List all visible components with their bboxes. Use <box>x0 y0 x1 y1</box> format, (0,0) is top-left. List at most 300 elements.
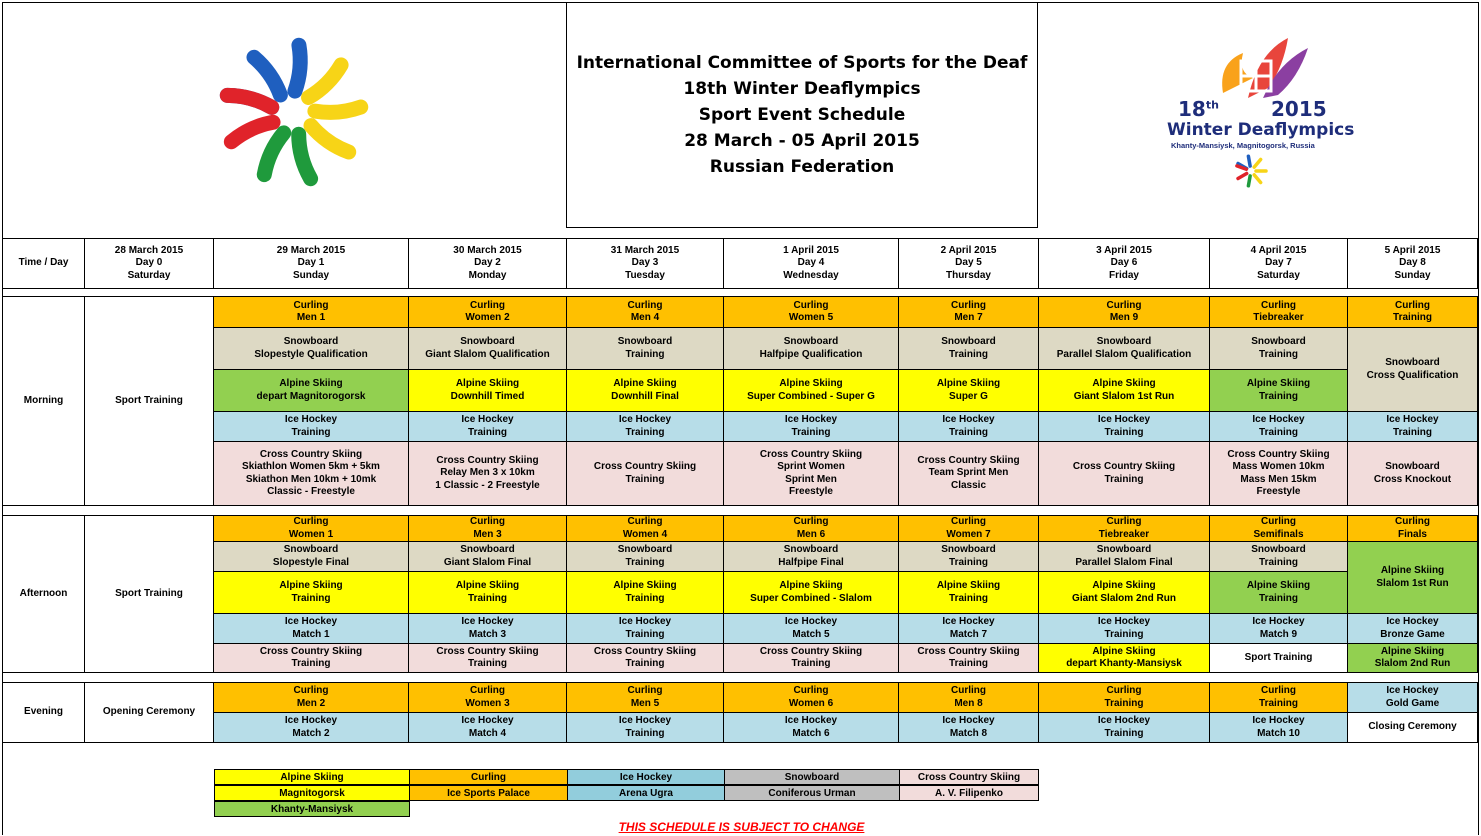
cell-line: Freestyle <box>1256 486 1301 497</box>
cell-line: Giant Slalom 2nd Run <box>1072 592 1176 604</box>
cell-line: Training <box>1393 312 1432 323</box>
cell-line: Alpine Skiing <box>779 580 843 591</box>
alpine-skiing-cell <box>1039 644 1210 673</box>
cell-line: Snowboard <box>1251 336 1306 347</box>
day-header-l1: 31 March 2015 <box>610 244 680 256</box>
curling-cell <box>567 683 724 713</box>
cell-line: Ice Hockey <box>1097 414 1151 425</box>
cell-line: Training <box>1259 697 1298 709</box>
cell-line: Cross Country Skiing <box>593 461 697 472</box>
cell-line: Women 6 <box>788 697 834 709</box>
cell-line: Curling <box>293 299 329 311</box>
cell-line: Snowboard <box>1096 336 1152 347</box>
cell-line: Men 4 <box>630 312 660 323</box>
cell-line: Ice Hockey <box>1252 616 1305 627</box>
cell-line: depart Khanty-Mansiysk <box>1066 658 1182 669</box>
cell-line: Team Sprint Men <box>928 467 1009 479</box>
event-locations: Khanty-Mansiysk, Magnitogorsk, Russia <box>1171 141 1315 150</box>
ice-hockey-cell <box>214 614 409 644</box>
cell-line: Mass Men 15km <box>1240 473 1317 485</box>
cell-line: Ice Hockey <box>1252 715 1305 726</box>
curling-cell <box>409 297 567 328</box>
cell-line: Classic - Freestyle <box>267 486 355 497</box>
ice-hockey-cell <box>1210 412 1348 442</box>
cell-line: Training <box>468 592 507 604</box>
cell-line: Cross Country Skiing <box>917 454 1020 466</box>
cell-line: Alpine Skiing <box>279 580 343 591</box>
cell-line: Cross Qualification <box>1366 369 1459 381</box>
ice-hockey-cell <box>1210 614 1348 644</box>
cell-line: Snowboard <box>460 336 515 347</box>
cross-country-skiing-cell <box>409 644 567 673</box>
legend-alpine-venue-2: Khanty-Mansiysk <box>214 801 410 817</box>
cell-line: Curling <box>1395 516 1430 527</box>
day-header-l2: Day 5 <box>955 257 982 269</box>
ice-hockey-cell <box>899 614 1039 644</box>
cell-line: Alpine Skiing <box>779 378 843 389</box>
cell-line: Snowboard <box>783 336 839 347</box>
cell-line: Parallel Slalom Qualification <box>1056 348 1192 360</box>
cell-line: Alpine Skiing <box>1092 580 1156 591</box>
snowboard-cell <box>1210 328 1348 370</box>
cell-line: Snowboard <box>283 544 339 555</box>
ice-hockey-cell <box>1348 614 1478 644</box>
cell-line: Training <box>1104 473 1144 485</box>
cell-line: Semifinals <box>1253 528 1304 540</box>
day-header-l3: Saturday <box>127 269 171 281</box>
cell-line: Training <box>949 348 988 360</box>
cell-line: Cross Country Skiing <box>759 448 863 460</box>
alpine-skiing-cell <box>724 370 899 412</box>
cell-line: Super G <box>949 390 988 402</box>
day-header <box>1210 239 1348 289</box>
ice-hockey-cell <box>409 412 567 442</box>
cell-line: Curling <box>793 516 829 527</box>
cell-line: Men 1 <box>296 312 326 323</box>
cell-line: Alpine Skiing <box>455 378 520 389</box>
cell-line: Training <box>468 658 507 669</box>
cell-line: Training <box>1104 628 1144 640</box>
ice-hockey-cell <box>899 412 1039 442</box>
cell-line: Snowboard <box>1096 544 1152 555</box>
snowboard-cell <box>1210 542 1348 572</box>
cell-line: Slalom 1st Run <box>1376 577 1449 589</box>
cell-line: Cross Country Skiing <box>759 645 863 657</box>
curling-cell <box>214 297 409 328</box>
ice-hockey-cell <box>409 614 567 644</box>
ice-hockey-cell <box>214 713 409 743</box>
row-separator <box>3 506 1478 516</box>
cell-line: Cross Country Skiing <box>593 645 697 657</box>
day-header-l1: 28 March 2015 <box>114 244 184 256</box>
cell-line: Snowboard <box>783 544 839 555</box>
ice-hockey-cell <box>409 713 567 743</box>
snowboard-cell <box>1348 328 1478 412</box>
cell-line: Ice Hockey <box>284 616 338 627</box>
alpine-skiing-cell <box>409 572 567 614</box>
cell-line: Training <box>291 658 331 669</box>
cell-line: Ice Hockey <box>461 414 514 425</box>
alpine-skiing-cell <box>1210 572 1348 614</box>
day-header-l2: Day 2 <box>474 257 501 269</box>
cell-line: Snowboard <box>941 336 996 347</box>
cell-line: Curling <box>470 685 505 696</box>
deaflympics-logo <box>1153 33 1363 198</box>
cell-line: Alpine Skiing <box>1380 645 1445 657</box>
legend-xc-sport: Cross Country Skiing <box>899 769 1039 785</box>
cell-line: Closing Ceremony <box>1368 721 1457 733</box>
cell-line: Training <box>625 592 665 604</box>
curling-cell <box>724 683 899 713</box>
cross-country-skiing-cell <box>899 644 1039 673</box>
cell-line: Ice Hockey <box>461 715 514 726</box>
legend-snowboard-sport: Snowboard <box>724 769 900 785</box>
cell-line: Curling <box>1106 299 1142 311</box>
cell-line: Training <box>625 348 665 360</box>
alpine-skiing-cell <box>1348 644 1478 673</box>
snowboard-cell <box>899 328 1039 370</box>
alpine-skiing-cell <box>567 370 724 412</box>
alpine-skiing-cell <box>899 370 1039 412</box>
cell-line: Ice Hockey <box>284 715 338 726</box>
cell-line: Ice Hockey <box>1386 616 1439 627</box>
cell-line: Training <box>625 628 665 640</box>
snowboard-cell <box>409 328 567 370</box>
ice-hockey-cell <box>1039 614 1210 644</box>
cell-line: Curling <box>1261 299 1296 311</box>
cell-line: Ice Hockey <box>1097 715 1151 726</box>
cell-line: Alpine Skiing <box>613 580 677 591</box>
day-header-l3: Sunday <box>1394 269 1431 281</box>
curling-cell <box>1210 683 1348 713</box>
alpine-skiing-cell <box>899 572 1039 614</box>
cell-line: Ice Hockey <box>1252 414 1305 425</box>
edition-year: 2015 <box>1271 97 1327 121</box>
cell-line: Slopestyle Final <box>272 556 350 568</box>
cross-country-skiing-cell <box>1348 442 1478 506</box>
cell-line: Downhill Final <box>611 390 679 402</box>
curling-cell <box>567 297 724 328</box>
cell-line: Match 5 <box>792 628 830 640</box>
cell-line: Cross Country Skiing <box>436 454 539 466</box>
curling-cell <box>899 297 1039 328</box>
day-header-l1: 4 April 2015 <box>1250 244 1307 256</box>
cell-line: Downhill Timed <box>450 390 525 402</box>
ice-hockey-cell <box>1039 412 1210 442</box>
period-label: Evening <box>24 706 63 718</box>
legend-alpine-sport: Alpine Skiing <box>214 769 410 785</box>
curling-cell <box>899 683 1039 713</box>
day-header-l3: Monday <box>468 269 507 281</box>
ice-hockey-cell <box>724 614 899 644</box>
curling-cell <box>214 516 409 542</box>
day-header <box>724 239 899 289</box>
cell-line: Training <box>1104 727 1144 739</box>
period-label: Afternoon <box>19 587 68 599</box>
cell-line: Classic <box>950 479 987 491</box>
day0-afternoon <box>85 516 214 673</box>
cell-line: Training <box>625 556 665 568</box>
curling-cell <box>1210 297 1348 328</box>
alpine-skiing-cell <box>567 572 724 614</box>
day-header-l1: Time / Day <box>18 257 69 269</box>
event-name: Winter Deaflympics <box>1167 120 1355 140</box>
cell-line: Curling <box>627 685 663 696</box>
cell-line: Match 10 <box>1257 727 1300 739</box>
cell-line: Halfpipe Qualification <box>759 348 863 360</box>
cross-country-skiing-cell <box>214 442 409 506</box>
cell-line: Men 9 <box>1109 312 1139 323</box>
cell-line: Women 5 <box>788 312 834 323</box>
cell-line: Alpine Skiing <box>936 378 1001 389</box>
cell-line: Training <box>949 592 988 604</box>
day-header-l1: 3 April 2015 <box>1096 244 1152 256</box>
day-header-l2: Day 3 <box>631 257 659 269</box>
snowboard-cell <box>567 542 724 572</box>
cell-line: Curling <box>1261 685 1296 696</box>
cross-country-skiing-cell <box>214 644 409 673</box>
cross-country-skiing-cell <box>409 442 567 506</box>
cell-line: Training <box>949 658 988 669</box>
icsd-logo-icon <box>203 33 383 193</box>
cell-line: 1 Classic - 2 Freestyle <box>435 479 540 491</box>
day-header <box>214 239 409 289</box>
cell-line: Giant Slalom 1st Run <box>1073 390 1175 402</box>
cell-line: Women 3 <box>465 697 510 709</box>
period-label: Morning <box>23 394 64 406</box>
cell-line: Alpine Skiing <box>455 580 520 591</box>
curling-cell <box>1348 297 1478 328</box>
cell-line: Curling <box>470 516 505 527</box>
cell-line: Skiathon Men 10km + 10mk <box>245 473 377 485</box>
day-header-l2: Day 6 <box>1110 257 1138 269</box>
schedule-change-notice: THIS SCHEDULE IS SUBJECT TO CHANGE <box>618 820 865 834</box>
event-cell <box>1348 713 1478 743</box>
cell-line: Snowboard <box>617 336 673 347</box>
legend-curling-venue: Ice Sports Palace <box>409 785 568 801</box>
cell-line: Curling <box>951 685 986 696</box>
ice-hockey-cell <box>1210 713 1348 743</box>
cell-line: Ice Hockey <box>942 616 995 627</box>
cell-line: Snowboard <box>1251 544 1306 555</box>
legend-xc-venue: A. V. Filipenko <box>899 785 1039 801</box>
day-header <box>1348 239 1478 289</box>
cell-line: Ice Hockey <box>618 414 672 425</box>
cell-line: Curling <box>1106 685 1142 696</box>
cell-line: Ice Hockey <box>784 414 838 425</box>
alpine-skiing-cell <box>214 572 409 614</box>
cell-line: Tiebreaker <box>1253 312 1304 323</box>
day-header-l3: Sunday <box>292 269 330 281</box>
cell-line: Snowboard <box>617 544 673 555</box>
day-header-l1: 29 March 2015 <box>276 244 346 256</box>
cell-line: Training <box>1259 426 1298 438</box>
alpine-skiing-cell <box>409 370 567 412</box>
day-header <box>85 239 214 289</box>
cell-line: Ice Hockey <box>1386 685 1439 696</box>
cell-line: Skiathlon Women 5km + 5km <box>242 461 380 472</box>
legend-hockey-sport: Ice Hockey <box>567 769 725 785</box>
cell-line: Snowboard <box>283 336 339 347</box>
schedule-header <box>2 2 1479 238</box>
alpine-skiing-cell <box>1348 542 1478 614</box>
curling-cell <box>1039 297 1210 328</box>
cell-line: Training <box>291 426 331 438</box>
cell-line: Curling <box>951 299 986 311</box>
day0-label: Sport Training <box>115 394 183 406</box>
alpine-skiing-cell <box>1039 572 1210 614</box>
cell-line: Training <box>949 556 988 568</box>
day-header-l2: Day 0 <box>135 257 163 269</box>
cell-line: Sport Training <box>1244 651 1313 663</box>
legend-curling-sport: Curling <box>409 769 568 785</box>
ice-hockey-cell <box>724 713 899 743</box>
cell-line: Training <box>468 426 507 438</box>
ice-hockey-cell <box>1348 683 1478 713</box>
cell-line: Freestyle <box>789 486 833 497</box>
day-header <box>1039 239 1210 289</box>
cell-line: Snowboard <box>1385 357 1440 368</box>
cell-line: Men 8 <box>954 697 983 709</box>
cell-line: Training <box>291 592 331 604</box>
day-header-l1: 30 March 2015 <box>453 244 522 256</box>
cell-line: Alpine Skiing <box>1092 645 1156 657</box>
cell-line: Training <box>791 658 831 669</box>
time-day-header <box>3 239 85 289</box>
title-line-3: Sport Event Schedule <box>698 105 906 125</box>
cell-line: Tiebreaker <box>1098 528 1150 540</box>
cell-line: Training <box>625 658 665 669</box>
cell-line: Curling <box>1106 516 1142 527</box>
day-header-l1: 2 April 2015 <box>940 244 997 256</box>
cell-line: Sprint Men <box>785 473 837 485</box>
cell-line: Cross Knockout <box>1373 473 1452 485</box>
day-header-l3: Friday <box>1108 269 1139 281</box>
ice-hockey-cell <box>724 412 899 442</box>
cell-line: Mass Women 10km <box>1232 461 1325 472</box>
cell-line: Alpine Skiing <box>613 378 677 389</box>
cell-line: Slalom 2nd Run <box>1374 658 1451 669</box>
day-header-l3: Tuesday <box>625 269 665 281</box>
ice-hockey-cell <box>214 412 409 442</box>
cross-country-skiing-cell <box>1210 442 1348 506</box>
cell-line: Ice Hockey <box>284 414 338 425</box>
cell-line: Curling <box>293 516 329 527</box>
curling-cell <box>724 516 899 542</box>
day-header <box>409 239 567 289</box>
edition-suffix: th <box>1205 98 1219 112</box>
cell-line: Training <box>949 426 988 438</box>
curling-cell <box>567 516 724 542</box>
cell-line: Super Combined - Slalom <box>750 592 872 604</box>
title-line-5: Russian Federation <box>709 157 895 177</box>
day0-label: Sport Training <box>115 587 183 599</box>
snowboard-cell <box>724 542 899 572</box>
legend-hockey-venue: Arena Ugra <box>567 785 725 801</box>
cell-line: Sprint Women <box>777 461 845 472</box>
day0-evening <box>85 683 214 743</box>
snowboard-cell <box>214 328 409 370</box>
cell-line: Alpine Skiing <box>1380 565 1445 576</box>
cell-line: Women 1 <box>288 528 334 540</box>
row-separator <box>3 673 1478 683</box>
curling-cell <box>899 516 1039 542</box>
cross-country-skiing-cell <box>899 442 1039 506</box>
cell-line: Halfpipe Final <box>778 556 844 568</box>
period-evening <box>3 683 85 743</box>
cell-line: Match 9 <box>1259 628 1298 640</box>
legend-snowboard-venue: Coniferous Urman <box>724 785 900 801</box>
title-line-2: 18th Winter Deaflympics <box>683 79 921 99</box>
ice-hockey-cell <box>899 713 1039 743</box>
cell-line: Cross Country Skiing <box>1227 448 1330 460</box>
cell-line: Ice Hockey <box>618 616 672 627</box>
cell-line: Match 7 <box>949 628 988 640</box>
cell-line: Curling <box>1395 299 1430 311</box>
cell-line: Match 4 <box>468 727 507 739</box>
cell-line: Giant Slalom Qualification <box>425 348 550 360</box>
cell-line: Finals <box>1398 528 1427 540</box>
cell-line: Match 6 <box>792 727 830 739</box>
snowboard-cell <box>409 542 567 572</box>
ice-hockey-cell <box>1348 412 1478 442</box>
day-header <box>567 239 724 289</box>
cell-line: Ice Hockey <box>1386 414 1439 425</box>
cross-country-skiing-cell <box>567 644 724 673</box>
ice-hockey-cell <box>1039 713 1210 743</box>
cell-line: depart Magnitorogorsk <box>256 390 366 402</box>
day-header-l3: Thursday <box>945 269 991 281</box>
cell-line: Curling <box>627 299 663 311</box>
cell-line: Alpine Skiing <box>936 580 1001 591</box>
snowboard-cell <box>899 542 1039 572</box>
cell-line: Slopestyle Qualification <box>254 348 368 360</box>
cell-line: Super Combined - Super G <box>747 390 875 402</box>
cell-line: Cross Country Skiing <box>917 645 1020 657</box>
snowboard-cell <box>724 328 899 370</box>
cross-country-skiing-cell <box>1039 442 1210 506</box>
curling-cell <box>214 683 409 713</box>
cross-country-skiing-cell <box>724 442 899 506</box>
cell-line: Ice Hockey <box>461 616 514 627</box>
cross-country-skiing-cell <box>567 442 724 506</box>
curling-cell <box>409 683 567 713</box>
day-header-l2: Day 8 <box>1399 257 1426 269</box>
cell-line: Bronze Game <box>1380 628 1445 640</box>
cross-country-skiing-cell <box>724 644 899 673</box>
cell-line: Curling <box>1261 516 1296 527</box>
alpine-skiing-cell <box>214 370 409 412</box>
cell-line: Cross Country Skiing <box>1072 461 1176 472</box>
cell-line: Men 3 <box>473 528 502 540</box>
cell-line: Match 8 <box>949 727 988 739</box>
cell-line: Women 4 <box>622 528 668 540</box>
cell-line: Training <box>625 727 665 739</box>
curling-cell <box>1039 683 1210 713</box>
cell-line: Training <box>1104 697 1144 709</box>
cell-line: Curling <box>793 685 829 696</box>
cell-line: Snowboard <box>460 544 515 555</box>
cell-line: Curling <box>627 516 663 527</box>
cell-line: Match 3 <box>468 628 507 640</box>
event-cell <box>1210 644 1348 673</box>
cell-line: Giant Slalom Final <box>443 556 532 568</box>
cell-line: Ice Hockey <box>942 414 995 425</box>
cell-line: Cross Country Skiing <box>259 645 363 657</box>
alpine-skiing-cell <box>1039 370 1210 412</box>
curling-cell <box>1039 516 1210 542</box>
curling-cell <box>724 297 899 328</box>
